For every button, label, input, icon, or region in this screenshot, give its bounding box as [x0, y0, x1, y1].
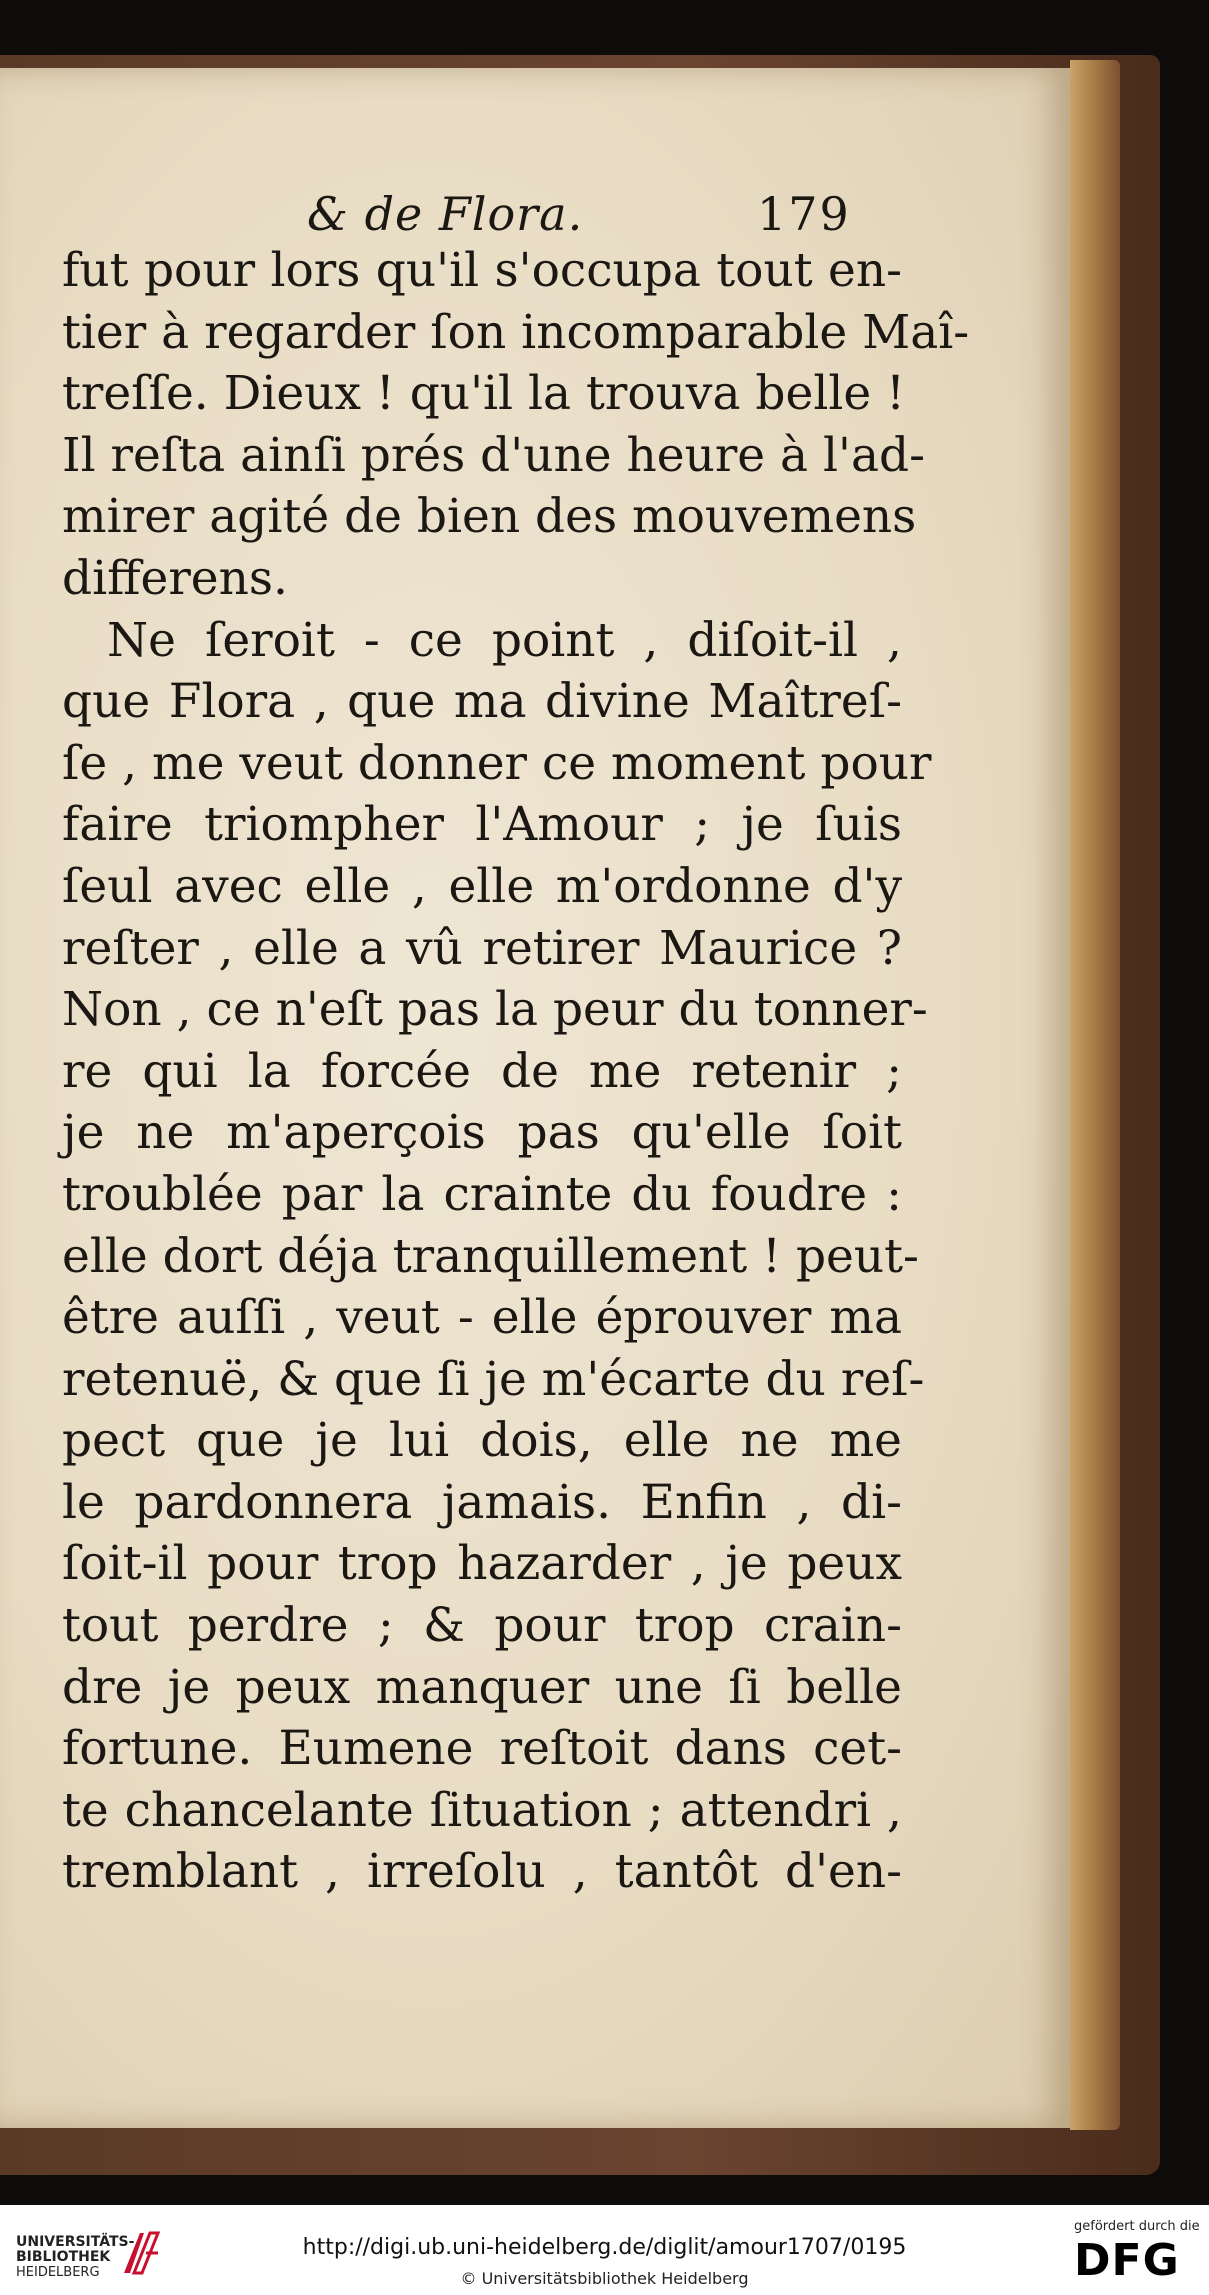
institution-line: UNIVERSITÄTS- [16, 2234, 135, 2250]
text-line: reſter , elle a vû retirer Maurice ? [62, 920, 902, 976]
text-line: Non , ce n'eſt pas la peur du tonner- [62, 982, 928, 1038]
text-line: être auſſi , veut - elle éprouver ma [62, 1290, 902, 1346]
text-line: ſoit-il pour trop hazarder , je peux [62, 1536, 902, 1592]
funder-note: gefördert durch die [1074, 2219, 1200, 2234]
text-line: pect que je lui dois, elle ne me [62, 1413, 902, 1469]
text-line: elle dort déja tranquillement ! peut- [62, 1228, 919, 1284]
text-line: re qui la forcée de me retenir ; [62, 1043, 902, 1099]
page-edges [1070, 60, 1120, 2130]
text-line: te chancelante ſituation ; attendri , [62, 1782, 902, 1838]
text-line: je ne m'aperçois pas qu'elle ſoit [62, 1105, 902, 1161]
text-line: tremblant , irreſolu , tantôt d'en- [62, 1844, 902, 1900]
text-line: differens. [62, 550, 288, 606]
page-number: 179 [757, 187, 851, 241]
institution-line: BIBLIOTHEK [16, 2249, 111, 2265]
text-line: fut pour lors qu'il s'occupa tout en- [62, 243, 902, 298]
running-title: & de Flora. [307, 187, 584, 241]
book-page [0, 68, 1070, 2128]
copyright-notice: © Universitätsbibliothek Heidelberg [460, 2269, 749, 2288]
text-line: tier à regarder ſon incomparable Maî- [62, 304, 970, 360]
text-line: mirer agité de bien des mouvemens [62, 489, 917, 545]
text-line: Il reſta ainſi prés d'une heure à l'ad- [62, 427, 925, 483]
text-line: ſeul avec elle , elle m'ordonne d'y [62, 858, 902, 914]
text-line: fortune. Eumene reſtoit dans cet- [62, 1721, 902, 1777]
permalink-url[interactable]: http://digi.ub.uni-heidelberg.de/diglit/amour1707/0195 [302, 2235, 907, 2260]
viewer-footer [0, 2205, 1209, 2295]
text-line: ſe , me veut donner ce moment pour [62, 735, 932, 791]
text-line: troublée par la crainte du foudre : [62, 1166, 902, 1222]
running-head [62, 178, 902, 240]
text-line: tout perdre ; & pour trop crain- [62, 1598, 902, 1654]
text-line: retenuë, & que ſi je m'écarte du reſ- [62, 1351, 925, 1407]
institution-line: HEIDELBERG [16, 2265, 100, 2280]
page-text-block [62, 178, 970, 1903]
text-line: le pardonnera jamais. Enfin , di- [62, 1474, 902, 1530]
text-line: Ne ſeroit - ce point , diſoit-il , [107, 612, 902, 668]
text-line: dre je peux manquer une ſi belle [62, 1659, 902, 1715]
text-line: treſſe. Dieux ! qu'il la trouva belle ! [62, 366, 906, 422]
text-line: que Flora , que ma divine Maîtreſ- [62, 674, 902, 730]
text-line: faire triompher l'Amour ; je ſuis [62, 797, 902, 853]
dfg-logo: DFG [1074, 2235, 1180, 2286]
